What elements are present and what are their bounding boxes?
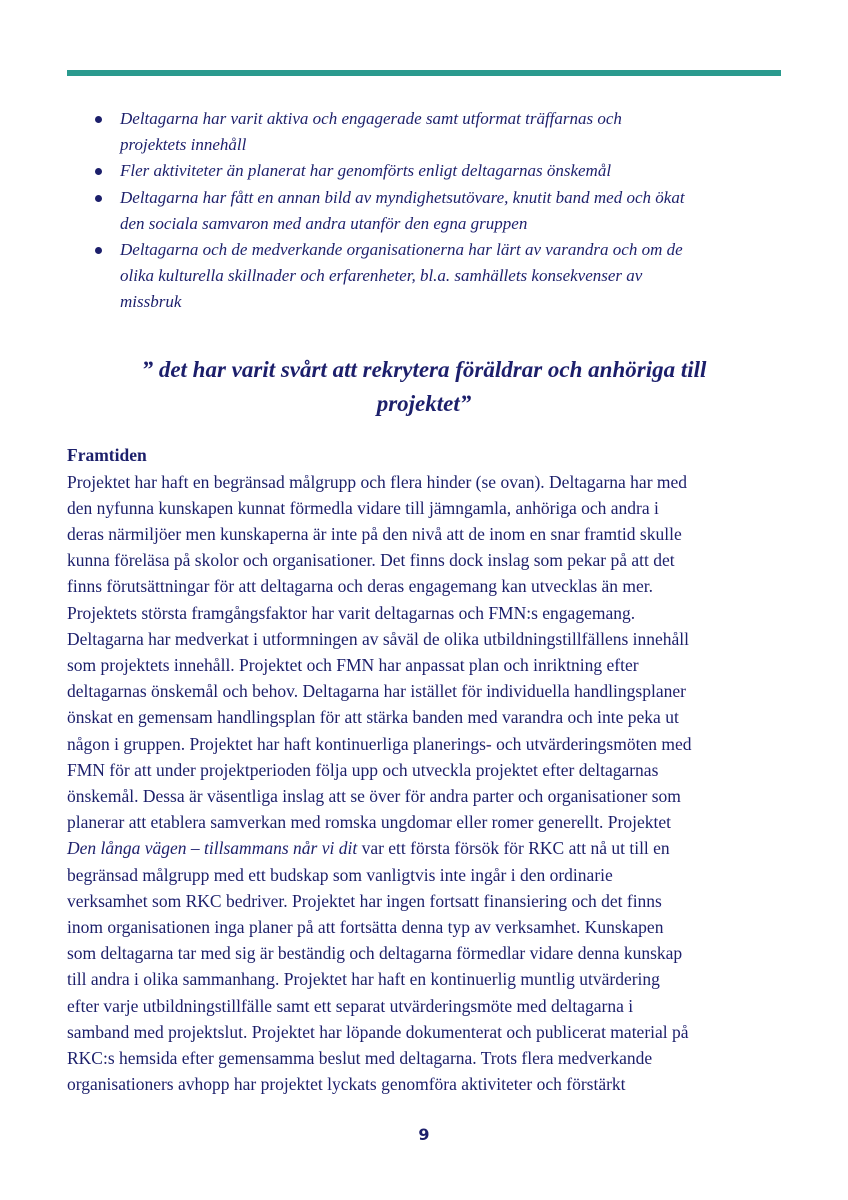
body-line-rest: var ett första försök för RKC att nå ut till en: [357, 838, 670, 859]
bullet-item: [92, 185, 792, 237]
body-text: [67, 469, 797, 1098]
body-line: organisationers avhopp har projektet lyckats genomföra aktiviteter och förstärkt: [67, 1074, 626, 1095]
page-number: 9: [418, 1125, 430, 1144]
body-line: Projektets största framgångsfaktor har varit deltagarnas och FMN:s engagemang.: [67, 602, 636, 623]
body-line: verksamhet som RKC bedriver. Projektet har ingen fortsatt finansiering och det finns: [67, 890, 662, 911]
quote-line: projektet”: [376, 391, 472, 416]
body-line: Deltagarna har medverkat i utformningen av såväl de olika utbildningstillfällens innehåll: [67, 628, 690, 649]
section-heading: Framtiden: [67, 445, 147, 465]
body-line: önskemål. Dessa är väsentliga inslag att se över för andra parter och organisationer som: [67, 785, 681, 806]
bullet-icon: [95, 195, 102, 202]
bullet-line: Deltagarna har varit aktiva och engagerade samt utformat träffarnas och: [120, 109, 622, 128]
bullet-item: [92, 106, 792, 158]
body-line: begränsad målgrupp med ett budskap som vanligtvis inte ingår i den ordinarie: [67, 864, 613, 885]
body-line: kunna föreläsa på skolor och organisationer. Det finns dock inslag som pekar på att det: [67, 550, 675, 571]
body-line: RKC:s hemsida efter gemensamma beslut med deltagarna. Trots flera medverkande: [67, 1047, 653, 1068]
body-line: deltagarnas önskemål och behov. Deltagarna har istället för individuella handlingsplaner: [67, 681, 686, 702]
bullet-icon: [95, 247, 102, 254]
bullet-line: olika kulturella skillnader och erfarenheter, bl.a. samhällets konsekvenser av: [120, 266, 643, 286]
body-line: samband med projektslut. Projektet har löpande dokumenterat och publicerat material på: [67, 1021, 689, 1042]
body-line: till andra i olika sammanhang. Projektet har haft en kontinuerlig muntlig utvärdering: [67, 969, 660, 990]
bullet-line: Fler aktiviteter än planerat har genomförts enligt deltagarnas önskemål: [120, 161, 612, 181]
bullet-item: [92, 158, 792, 184]
bullet-line: Deltagarna har fått en annan bild av myndighetsutövare, knutit band med och ökat: [120, 187, 685, 207]
pull-quote: [67, 353, 781, 421]
bullet-line: den sociala samvaron med andra utanför den egna gruppen: [120, 213, 528, 233]
body-line: planerar att etablera samverkan med romska ungdomar eller romer generellt. Projektet: [67, 812, 671, 833]
body-line: [67, 835, 797, 861]
body-line: inom organisationen inga planer på att fortsätta denna typ av verksamhet. Kunskapen: [67, 916, 664, 937]
body-line: den nyfunna kunskapen kunnat förmedla vidare till jämngamla, anhöriga och andra i: [67, 497, 659, 518]
body-line: deras närmiljöer men kunskaperna är inte på den nivå att de inom en snar framtid skulle: [67, 523, 682, 544]
header-rule: [67, 70, 781, 76]
body-line: efter varje utbildningstillfälle samt ett separat utvärderingsmöte med deltagarna i: [67, 995, 634, 1016]
bullet-item: [92, 237, 792, 316]
bullet-list: [92, 106, 792, 316]
project-title: Den långa vägen – tillsammans når vi dit: [67, 838, 358, 859]
body-line: önskat en gemensam handlingsplan för att stärka banden med varandra och inte peka ut: [67, 707, 679, 728]
body-line: någon i gruppen. Projektet har haft kontinuerliga planerings- och utvärderingsmöten med: [67, 733, 692, 754]
body-line: Projektet har haft en begränsad målgrupp och flera hinder (se ovan). Deltagarna har med: [67, 471, 688, 492]
bullet-line: missbruk: [120, 292, 182, 312]
body-line: finns förutsättningar för att deltagarna och deras engagemang kan utvecklas än mer.: [67, 576, 654, 597]
bullet-line: projektets innehåll: [120, 135, 247, 155]
body-line: som deltagarna tar med sig är beständig och deltagarna förmedlar vidare denna kunskap: [67, 943, 683, 964]
bullet-icon: [95, 168, 102, 175]
bullet-icon: [95, 116, 102, 123]
quote-line: ” det har varit svårt att rekrytera föräldrar och anhöriga till: [141, 357, 707, 382]
body-line: som projektets innehåll. Projektet och FMN har anpassat plan och inriktning efter: [67, 654, 639, 675]
bullet-line: Deltagarna och de medverkande organisationerna har lärt av varandra och om de: [120, 240, 683, 260]
body-line: FMN för att under projektperioden följa upp och utveckla projektet efter deltagarnas: [67, 759, 659, 780]
